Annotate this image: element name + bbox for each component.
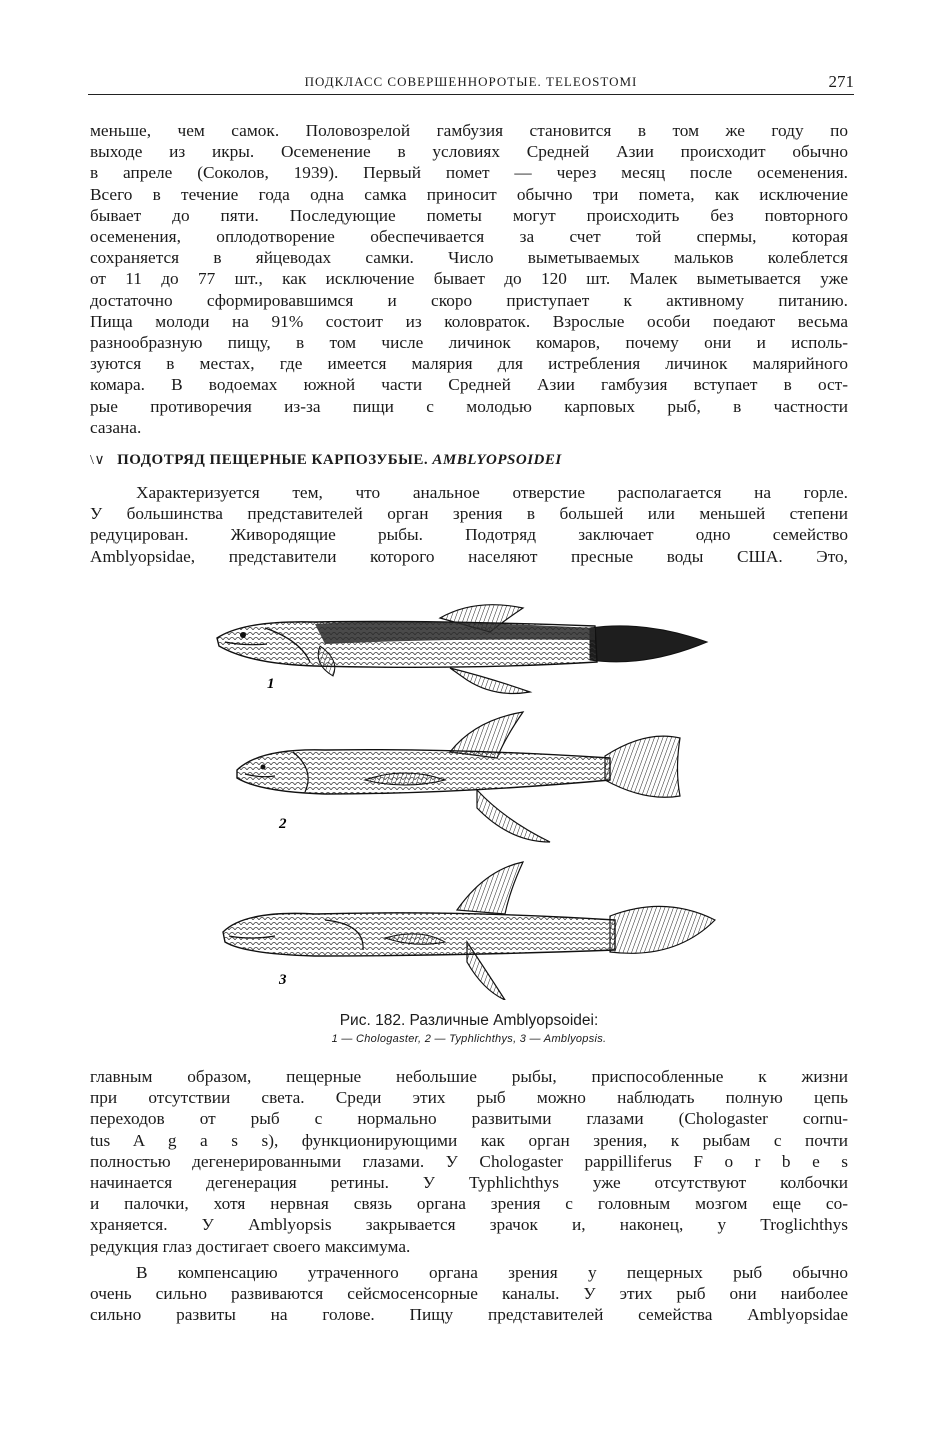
text-line: и палочки, хотя нервная связь органа зрения с головным мозгом еще со- — [90, 1194, 848, 1214]
text-line: сазана. — [90, 417, 142, 437]
text-line: комара. В водоемах южной части Средней Азии гамбузия вступает в ост- — [90, 375, 848, 395]
page-number: 271 — [828, 72, 854, 91]
margin-mark: \∨ — [90, 453, 106, 468]
section-heading-text: ПОДОТРЯД ПЕЩЕРНЫЕ КАРПОЗУБЫЕ. — [117, 452, 433, 468]
running-head-title: ПОДКЛАСС СОВЕРШЕННОРОТЫЕ. TELEOSTOMI — [304, 74, 638, 89]
fish-amblyopsis — [223, 862, 715, 1000]
text-line: сохраняется в яйцеводах самки. Число выметываемых мальков колеблется — [90, 248, 848, 268]
text-line: разнообразную пищу, в том числе личинок комаров, почему они и исполь- — [90, 333, 848, 353]
text-line: сильно развиты на голове. Пищу представителей семейства Amblyopsidae — [90, 1305, 848, 1325]
text-line: осеменения, оплодотворение обеспечивается за счет той спермы, которая — [90, 227, 848, 247]
paragraph-gambusia — [90, 120, 848, 438]
text-line: зуются в местах, где имеется малярия для истребления личинок малярийного — [90, 354, 848, 374]
paragraph-cave-fish — [90, 1066, 848, 1257]
text-line: бывает до пяти. Последующие пометы могут происходить без повторного — [90, 205, 848, 225]
text-line: Amblyopsidae, представители которого населяют пресные воды США. Это, — [90, 546, 848, 566]
text-line: достаточно сформировавшимся и скоро приступает к активному питанию. — [90, 290, 848, 310]
fish-typhlichthys — [237, 712, 680, 842]
text-line: рые противоречия из-за пищи с молодью карповых рыб, в частности — [90, 396, 848, 416]
figure-label-2: 2 — [279, 816, 287, 832]
text-line: в апреле (Соколов, 1939). Первый помет — через месяц после осеменения. — [90, 163, 848, 183]
text-line: при отсутствии света. Среди этих рыб можно наблюдать полную цепь — [90, 1088, 848, 1108]
text-line: переходов от рыб с нормально развитыми глазами (Chologaster cornu- — [90, 1109, 848, 1129]
text-line: Всего в течение года одна самка приносит обычно три помета, как исключение — [90, 184, 848, 204]
text-line: меньше, чем самок. Половозрелой гамбузия становится в том же году по — [90, 121, 848, 140]
text-line: Пища молоди на 91% состоит из коловраток. Взрослые особи поедают весьма — [90, 311, 848, 331]
running-head — [88, 72, 854, 95]
text-line: У большинства представителей орган зрения в большей или меньшей степени — [90, 504, 848, 524]
figure-legend: 1 — Chologaster, 2 — Typhlichthys, 3 — Amblyopsis. — [331, 1033, 607, 1045]
text-line: очень сильно развиваются сейсмосенсорные каналы. У этих рыб они наиболее — [90, 1284, 848, 1304]
text-line: от 11 до 77 шт., как исключение бывает до 120 шт. Малек выметывается уже — [90, 269, 848, 289]
text-line: tus A g a s s), функционирующими как орган зрения, к рыбам с почти — [90, 1130, 848, 1150]
section-heading-latin: AMBLYOPSOIDEI — [432, 452, 562, 468]
text-line: начинается дегенерация ретины. У Typhlichthys уже отсутствуют колбочки — [90, 1173, 848, 1193]
paragraph-amblyopsoidei — [90, 482, 848, 567]
fish-drawings — [205, 580, 725, 1000]
text-line: главным образом, пещерные небольшие рыбы, приспособленные к жизни — [90, 1067, 848, 1086]
text-line: полностью дегенерированными глазами. У Chologaster pappilliferus F o r b e s — [90, 1151, 848, 1171]
section-heading — [90, 452, 848, 469]
figure-fish-illustration — [205, 580, 725, 1000]
text-line: редуцирован. Живородящие рыбы. Подотряд заключает одно семейство — [90, 525, 848, 545]
fish-chologaster — [217, 605, 707, 694]
text-line: редукция глаз достигает своего максимума. — [90, 1236, 411, 1256]
figure-label-1: 1 — [267, 676, 275, 692]
figure-caption: Рис. 182. Различные Amblyopsoidei: — [339, 1012, 599, 1029]
text-line: выходе из икры. Осеменение в условиях Средней Азии происходит обычно — [90, 142, 848, 162]
text-line: храняется. У Amblyopsis закрывается зрачок и, наконец, у Troglichthys — [90, 1215, 848, 1235]
text-line: В компенсацию утраченного органа зрения у пещерных рыб обычно — [136, 1263, 848, 1282]
paragraph-seismosensory — [90, 1262, 848, 1326]
figure-label-3: 3 — [279, 972, 287, 988]
text-line: Характеризуется тем, что анальное отверстие располагается на горле. — [136, 483, 848, 502]
